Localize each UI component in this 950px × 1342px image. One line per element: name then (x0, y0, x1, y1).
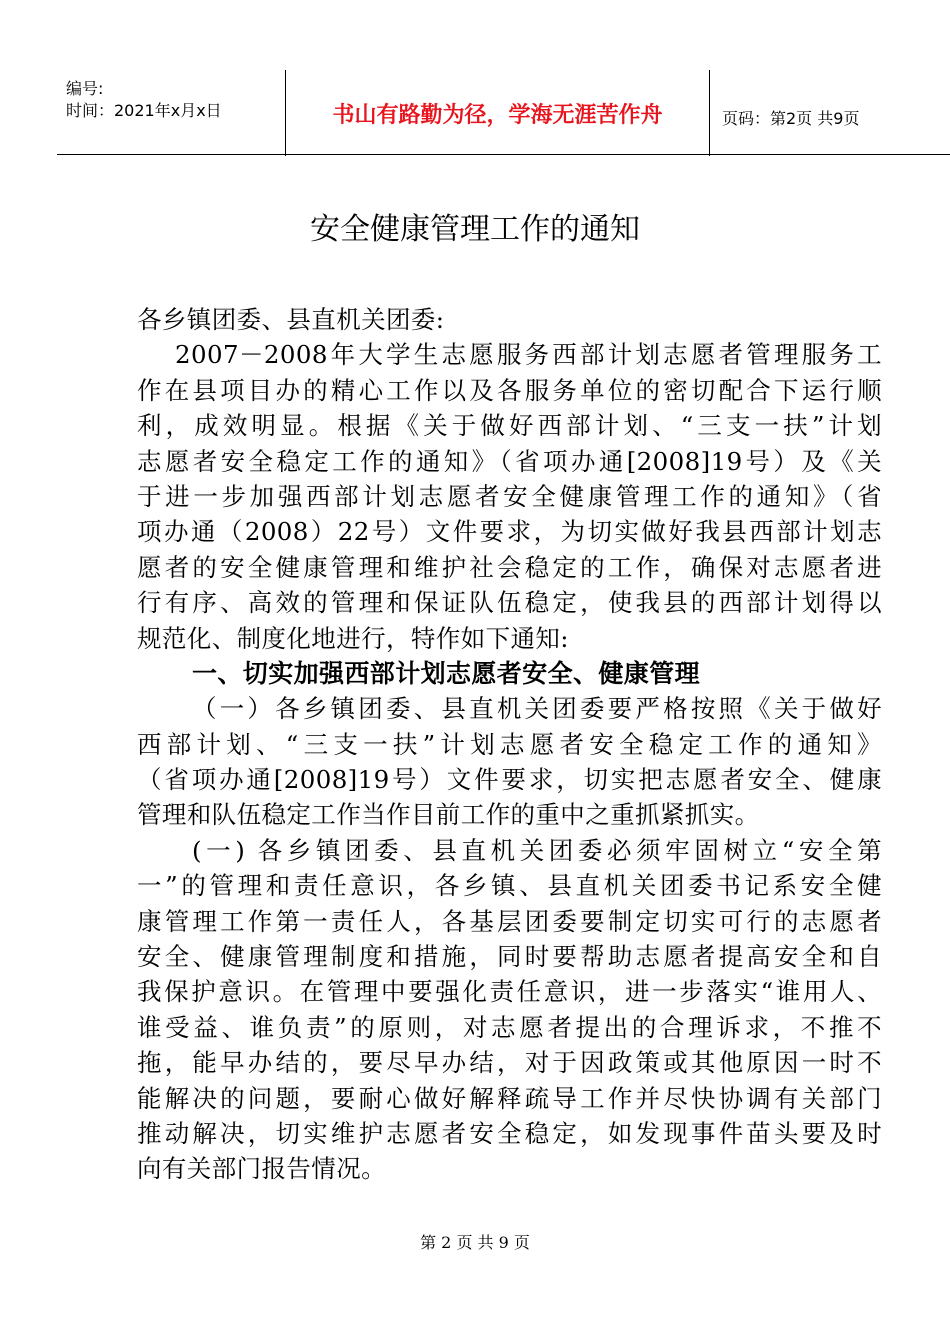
header-page-info: 页码：第2页 共9页 (722, 109, 860, 128)
paragraph-line: 西部计划、“三支一扶”计划志愿者安全稳定工作的通知》 (137, 729, 882, 759)
paragraph-line: 项办通（2008）22号）文件要求，为切实做好我县西部计划志 (137, 517, 882, 547)
paragraph-line: 拖，能早办结的，要尽早办结，对于因政策或其他原因一时不 (137, 1048, 882, 1078)
paragraph-line: 2007－2008年大学生志愿服务西部计划志愿者管理服务工 (175, 340, 882, 370)
paragraph-line: 我保护意识。在管理中要强化责任意识，进一步落实“谁用人、 (137, 977, 882, 1007)
paragraph-line: 谁受益、谁负责”的原则，对志愿者提出的合理诉求，不推不 (137, 1012, 882, 1042)
document-time: 时间：2021年x月x日 (66, 101, 222, 120)
salutation: 各乡镇团委、县直机关团委: (137, 305, 445, 334)
document-title: 安全健康管理工作的通知 (310, 212, 640, 247)
paragraph-line: 愿者的安全健康管理和维护社会稳定的工作，确保对志愿者进 (137, 552, 882, 582)
paragraph-line: 管理和队伍稳定工作当作目前工作的重中之重抓紧抓实。 (137, 800, 760, 830)
header-divider-left (285, 70, 286, 156)
header-meta (66, 78, 281, 122)
section-heading: 一、切实加强西部计划志愿者安全、健康管理 (192, 658, 701, 688)
paragraph-line: （一）各乡镇团委、县直机关团委要严格按照《关于做好 (192, 694, 882, 724)
paragraph-line: 行有序、高效的管理和保证队伍稳定，使我县的西部计划得以 (137, 588, 882, 618)
paragraph-line: 于进一步加强西部计划志愿者安全健康管理工作的通知》（省 (137, 481, 882, 511)
paragraph-line: 利，成效明显。根据《关于做好西部计划、“三支一扶”计划 (137, 411, 882, 441)
document-body (137, 302, 882, 1187)
header-motto: 书山有路勤为径，学海无涯苦作舟 (332, 103, 663, 128)
paragraph-line: 一”的管理和责任意识，各乡镇、县直机关团委书记系安全健 (137, 871, 882, 901)
paragraph-line: 康管理工作第一责任人，各基层团委要制定切实可行的志愿者 (137, 906, 882, 936)
paragraph-line: 能解决的问题，要耐心做好解释疏导工作并尽快协调有关部门 (137, 1083, 882, 1113)
paragraph-line: 安全、健康管理制度和措施，同时要帮助志愿者提高安全和自 (137, 942, 882, 972)
paragraph-line: 规范化、制度化地进行，特作如下通知: (137, 623, 569, 653)
paragraph-line: 向有关部门报告情况。 (137, 1154, 386, 1184)
paragraph-line: 志愿者安全稳定工作的通知》（省项办通[2008]19号）及《关 (137, 446, 882, 476)
paragraph-line: 推动解决，切实维护志愿者安全稳定，如发现事件苗头要及时 (137, 1118, 882, 1148)
header-divider-right (709, 70, 710, 156)
header-rule (57, 154, 950, 155)
paragraph-line: （省项办通[2008]19号）文件要求，切实把志愿者安全、健康 (137, 765, 882, 795)
paragraph-line: 作在县项目办的精心工作以及各服务单位的密切配合下运行顺 (137, 375, 882, 405)
document-number-label: 编号: (66, 79, 104, 98)
page-footer: 第 2 页 共 9 页 (420, 1233, 530, 1252)
paragraph-line: (一) 各乡镇团委、县直机关团委必须牢固树立“安全第 (192, 835, 882, 865)
